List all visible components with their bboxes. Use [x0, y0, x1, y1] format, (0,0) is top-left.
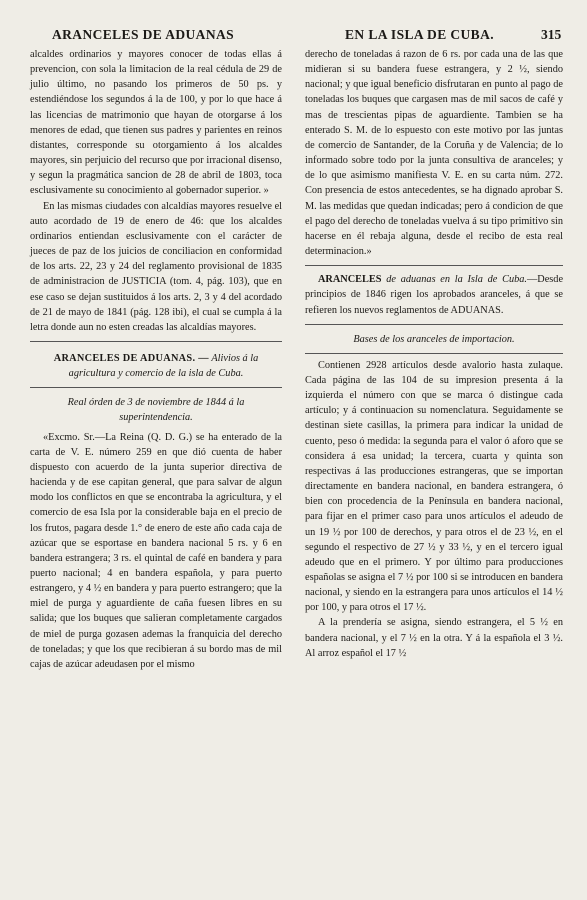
left-paragraph-1: alcaldes ordinarios y mayores conocer de todas ellas á prevencion, con sola la limitacion de la real cédula de 29 de julio último, no pasando los primeros de 50 ps. y estendiéndose los segundos á la de 100, y por lo que hace á las licencias de matrimonio que hayan de otorgarse á los menores de edad, que tienen sus padres y parientes en reinos distantes, corresponde su otorgamiento á los alcaldes mayores, sin perjuicio del recurso que por irracional disenso, y segun la pragmática sancion de 28 de abril de 1803, toca esclusivamente su conocimiento al gobernador superior. »: [30, 49, 282, 197]
section-divider-right: [305, 265, 563, 266]
section-divider-right-2: [305, 324, 563, 325]
page-number: 315: [541, 27, 562, 42]
real-orden-heading: Real órden de 3 de noviembre de 1844 á la superintendencia.: [67, 397, 245, 424]
right-heading-bold: ARANCELES: [318, 274, 382, 286]
right-heading-italic: de aduanas en la Isla de Cuba.: [386, 274, 527, 286]
left-paragraph-3: «Excmo. Sr.—La Reina (Q. D. G.) se ha enterado de la carta de V. E. número 259 en que dió cuenta de haber dispuesto con acuerdo de la junta superior directiva de hacienda y de ese capitan general, que para salvar de algun modo los conflictos en que se encontraba la agricultura, y el comercio de esa Isla por la considerable baja en el precio de los frutos, pagara desde 1.° de enero de este año cada caja de azúcar que se esportase en bandera nacional 5 rs. y 6 en bandera estrangera; 3 rs. el quintal de café en bandera y para puerto nacional; 4 en bandera española, y para puerto estrangero, y 4 ½ en bandera y para puerto estrangero; que la miel de purga y aguardiente de caña fuesen libres en su salida; que los buques que salieran completamente cargados de miel de purga gozasen ademas la franquicia del derecho de toneladas; y que los que recibieran á su bordo mas de mil cajas de azúcar adeudasen por el mismo: [30, 431, 282, 670]
section-divider-right-3: [305, 353, 563, 354]
right-paragraph-3: A la prendería se asigna, siendo estrangera, el 5 ½ en bandera nacional, y el 7 ½ en la otra. Y á la española el 3 ½. Al arroz español el 17 ½: [305, 617, 563, 659]
right-paragraph-2: Contienen 2928 artículos desde avalorio hasta zulaque. Cada página de las 104 de su impresion presenta á la izquierda el número con que se marca ó distingue cada artículo; y á continuacion su nomenclatura. Seguidamente se destinan siete casillas, la primera para indicar la unidad de cuento, peso ó medida: la segunda para el valor ó aforo que se considera á esa unidad; la tercera, cuarta y quinta son respectivas á las producciones estrangeras, que se importan directamente en bandera nacional, en bandera estrangera, ó bien con procedencia de la Península en bandera nacional, para fijar en el primer caso para unos artículos el adeudo de un 19 ½ por 100 de derechos, y para otros el de 23 ½, en el segundo el respectivo de 27 ½ y 33 ½, y en el tercero igual adeudo que en el primero. Y por último para producciones españolas se asigna el 7 ½ por 100 si se introducen en bandera nacional, y siendo en la estrangera para unos artículos el 14 ½ por 100, y para otros el 17 ½.: [305, 359, 563, 614]
left-column: [30, 47, 282, 672]
section-heading-aranceles: [30, 351, 282, 381]
right-section-heading: [305, 272, 563, 317]
right-column: [305, 47, 563, 661]
section-heading-italic: Alivios á la agricultura y comercio de la isla de Cuba.: [68, 352, 259, 380]
bases-heading: Bases de los aranceles de importacion.: [353, 333, 515, 345]
left-paragraph-2: En las mismas ciudades con alcaldías mayores resuelve el auto acordado de 19 de enero de 46: que los alcaldes ordinarios entiendan esclusivamente con el carácter de jueces de paz de los juicios de conciliacion en conformidad de los arts. 22, 23 y 24 del reglamento provisional de 1835 de administracion de JUSTICIA (tom. 4, pág. 103), que en ese caso se dejan sustituidos á los arts. 2, 3 y 4 del acordado de 21 de mayo de 1841 (pág. 128 ibi), el cual se cumpla á la letra donde aun no esten creadas las alcaldías mayores.: [30, 200, 282, 333]
section-divider-2: [30, 387, 282, 388]
right-heading-rest: —Desde principios de 1846 rigen los aprobados aranceles, á que se refieren los nuevos reglamentos de ADUANAS.: [305, 274, 564, 316]
running-header-right: EN LA ISLA DE CUBA.: [345, 27, 495, 42]
section-heading-bold: ARANCELES DE ADUANAS. —: [53, 352, 209, 364]
section-divider: [30, 341, 282, 342]
running-header-left: ARANCELES DE ADUANAS: [52, 27, 235, 42]
right-paragraph-1: derecho de toneladas á razon de 6 rs. por cada una de las que midieran si su bandera fuese estrangera, y 2 ½, siendo nacional; y que igual beneficio disfrutaran en punto al pago de toneladas los buques que cargasen mas de mil sacos de café y mas de trescientas pipas de aguardiente. Tambien se ha enterado S. M. de lo espuesto con este motivo por las juntas de comercio de Santander, de la Coruña y de Valencia; de lo informado sobre todo por la junta consultiva de aranceles; y de lo que asimismo manifiesta V. E. en su carta núm. 272. Con presencia de estos antecedentes, se ha dignado aprobar S. M. las medidas que quedan indicadas; pero á condicion de que el pago del derecho de toneladas vuelva á su tipo primitivo sin hacerse en él rebaja alguna, desde el recibo de esta real determinacion.»: [305, 49, 563, 258]
